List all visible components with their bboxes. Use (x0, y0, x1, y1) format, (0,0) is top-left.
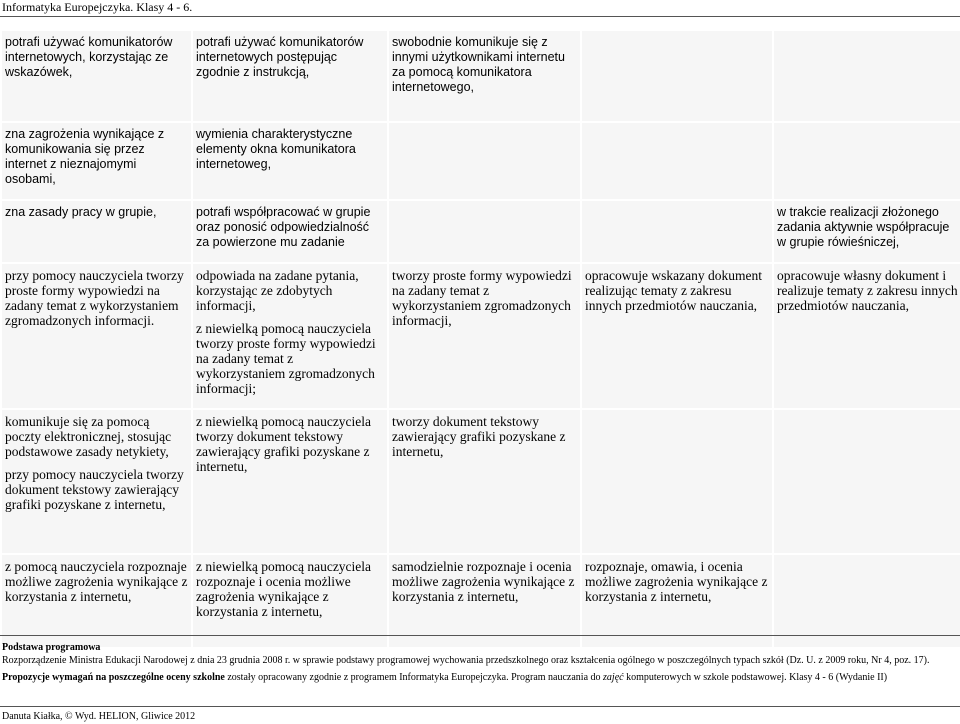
footer-regulation: Rozporządzenie Ministra Edukacji Narodowej z dnia 23 grudnia 2008 r. w sprawie podstawy programowej wychowania przedszkolnego oraz kształcenia ogólnego w poszczególnych typach szkół (Dz. U. z 2009 roku, Nr 4, poz. 17). (2, 655, 930, 666)
table-cell (774, 123, 960, 199)
cell-text: rozpoznaje, omawia, i ocenia możliwe zagrożenia wynikające z korzystania z internetu, (585, 559, 768, 604)
cell-text: z niewielką pomocą nauczyciela tworzy dokument tekstowy zawierający grafiki pozyskane z internetu, (196, 414, 372, 474)
cell-text: przy pomocy nauczyciela tworzy proste formy wypowiedzi na zadany temat z wykorzystaniem zgromadzonych informacji. (5, 268, 184, 328)
cell-text: z pomocą nauczyciela rozpoznaje możliwe zagrożenia wynikające z korzystania z internetu, (5, 559, 188, 604)
table-row (2, 31, 960, 121)
footer-author: Danuta Kiałka, © Wyd. HELION, Gliwice 2012 (2, 711, 196, 722)
cell-text: wymienia charakterystyczne elementy okna komunikatora internetoweg, (196, 127, 356, 171)
footer-rule (0, 635, 960, 636)
table-cell (389, 201, 580, 262)
cell-text: zna zagrożenia wynikające z komunikowania się przez internet z nieznajomymi osobami, (5, 127, 165, 186)
table-cell (774, 410, 960, 553)
cell-text: tworzy proste formy wypowiedzi na zadany temat z wykorzystaniem zgromadzonych informacji, (392, 268, 572, 328)
cell-text: zna zasady pracy w grupie, (5, 205, 157, 219)
table-cell (193, 410, 387, 553)
cell-text: w trakcie realizacji złożonego zadania aktywnie współpracuje w grupie rówieśniczej, (777, 205, 950, 249)
footer-proposal-text-b: komputerowych w szkole podstawowej. Klasy 4 - 6 (Wydanie II) (623, 672, 888, 683)
cell-text: z niewielką pomocą nauczyciela rozpoznaje i ocenia możliwe zagrożenia wynikające z korzystania z internetu, (196, 559, 372, 619)
footer-proposal-text-a: zostały opracowany zgodnie z programem Informatyka Europejczyka. Program nauczania do (224, 672, 604, 683)
footer-proposal (2, 671, 958, 684)
table-cell (193, 31, 387, 121)
table-row (2, 410, 960, 553)
table-cell (582, 555, 772, 647)
cell-text: tworzy dokument tekstowy zawierający grafiki pozyskane z internetu, (392, 414, 566, 459)
cell-text: opracowuje wskazany dokument realizując tematy z zakresu innych przedmiotów nauczania, (585, 268, 762, 313)
table-cell (389, 555, 580, 647)
footer-proposal-bold: Propozycje wymagań na poszczególne oceny szkolne (2, 672, 225, 683)
cell-text: komunikuje się za pomocą poczty elektronicznej, stosując podstawowe zasady netykiety, (5, 414, 172, 459)
table-cell (582, 410, 772, 553)
footer-heading: Podstawa programowa (2, 642, 101, 653)
table-cell (193, 264, 387, 408)
cell-text: samodzielnie rozpoznaje i ocenia możliwe zagrożenia wynikające z korzystania z internetu, (392, 559, 575, 604)
table-row (2, 123, 960, 199)
header-rule (0, 16, 960, 17)
table-cell (193, 201, 387, 262)
table-row (2, 201, 960, 262)
cell-text: z niewielką pomocą nauczyciela tworzy proste formy wypowiedzi na zadany temat z wykorzystaniem zgromadzonych informacji; (196, 321, 376, 396)
table-cell (2, 201, 191, 262)
table-cell (582, 31, 772, 121)
table-cell (193, 123, 387, 199)
footer-proposal-italic: zajęć (603, 672, 624, 683)
table-cell (582, 201, 772, 262)
footer-rule-2 (0, 706, 960, 707)
table-cell (2, 555, 191, 647)
table-cell (389, 31, 580, 121)
header-title: Informatyka Europejczyka. Klasy 4 - 6. (2, 0, 193, 14)
requirements-table (0, 29, 960, 649)
cell-text: opracowuje własny dokument i realizuje tematy z zakresu innych przedmiotów nauczania, (777, 268, 958, 313)
cell-text: potrafi używać komunikatorów internetowych, korzystając ze wskazówek, (5, 35, 173, 79)
cell-text: potrafi współpracować w grupie oraz ponosić odpowiedzialność za powierzone mu zadanie (196, 205, 371, 249)
table-cell (774, 31, 960, 121)
table-cell (389, 410, 580, 553)
table-cell (774, 555, 960, 647)
table-cell (2, 410, 191, 553)
cell-text: swobodnie komunikuje się z innymi użytkownikami internetu za pomocą komunikatora internetowego, (392, 35, 565, 94)
table-cell (582, 264, 772, 408)
footer (2, 641, 958, 684)
table-row (2, 264, 960, 408)
table-cell (774, 201, 960, 262)
table-cell (774, 264, 960, 408)
cell-text: przy pomocy nauczyciela tworzy dokument tekstowy zawierający grafiki pozyskane z internetu, (5, 467, 184, 512)
table-cell (582, 123, 772, 199)
cell-text: potrafi używać komunikatorów internetowych postępując zgodnie z instrukcją, (196, 35, 364, 79)
table-cell (193, 555, 387, 647)
table-cell (2, 31, 191, 121)
table-cell (2, 264, 191, 408)
table-cell (2, 123, 191, 199)
table-cell (389, 264, 580, 408)
cell-text: odpowiada na zadane pytania, korzystając ze zdobytych informacji, (196, 268, 359, 313)
table-cell (389, 123, 580, 199)
table-row (2, 555, 960, 647)
